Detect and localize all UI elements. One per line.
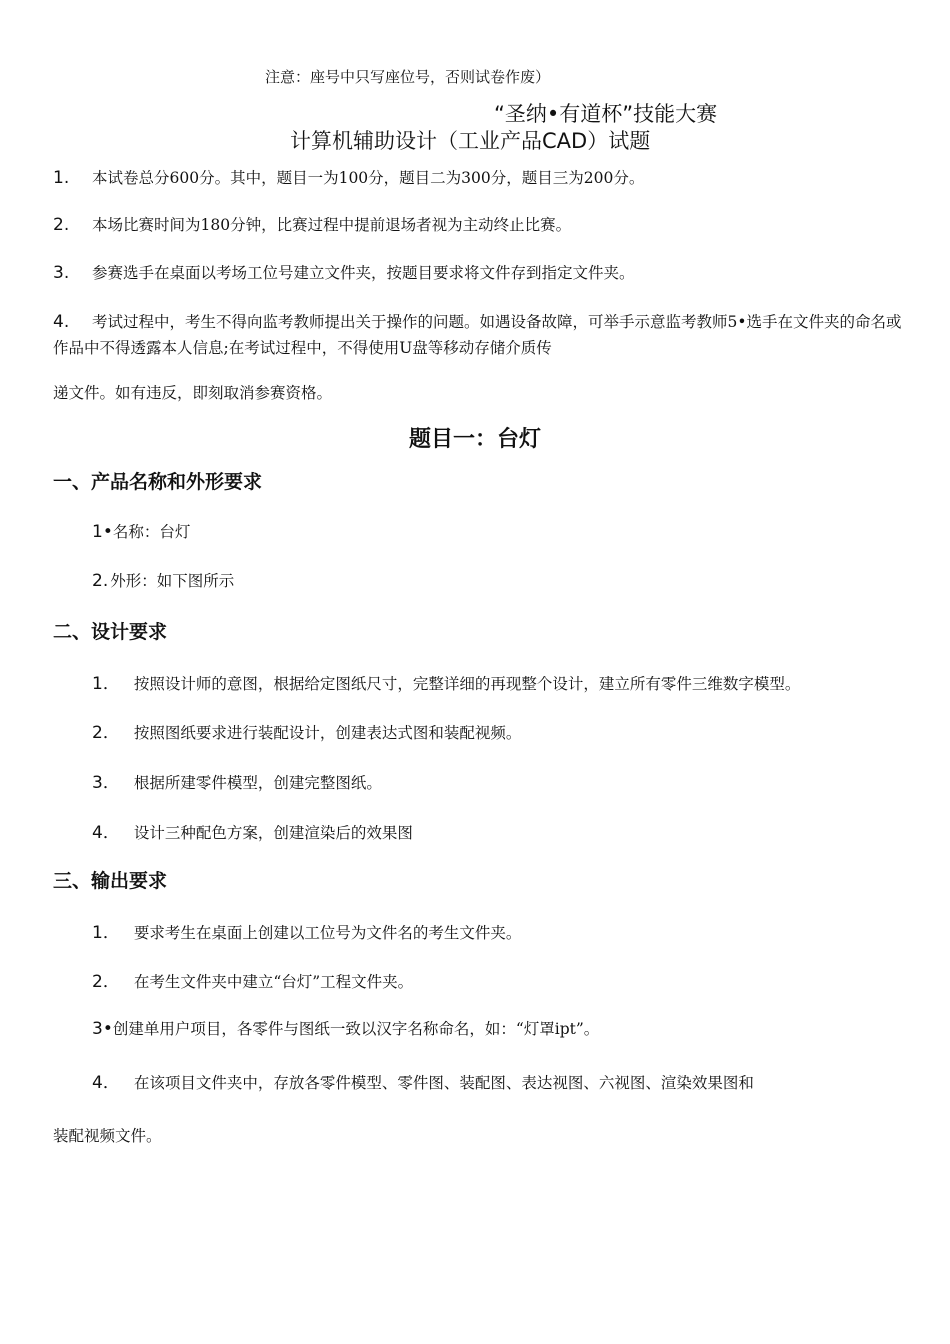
item-text: 按照图纸要求进行装配设计，创建表达式图和装配视频。 [133,724,522,742]
rule-item [53,213,571,235]
item-text: 在该项目文件夹中，存放各零件模型、零件图、装配图、表达视图、六视图、渲染效果图和 [133,1074,754,1092]
list-item [92,918,521,943]
rule-text: 本试卷总分600分。其中，题目一为100分，题目二为300分，题目三为200分。 [92,169,645,187]
item-text: 在考生文件夹中建立“台灯”工程文件夹。 [133,973,414,991]
item-number: 2． [92,972,120,992]
question-title: 题目一：台灯 [408,427,541,452]
section-heading: 二、设计要求 [53,621,168,643]
item-text: 创建单用户项目，各零件与图纸一致以汉字名称命名，如：“灯罩ipt”。 [112,1020,600,1038]
output-tail: 装配视频文件。 [53,1127,162,1145]
item-number: 1． [92,923,120,943]
rule-text: 考试过程中，考生不得向监考教师提出关于操作的问题。如遇设备故障，可举手示意监考教师5•选手在文件夹的命名或作品中不得透露本人信息;在考试过程中，不得使用U盘等移动存储介质传 [53,313,902,357]
rule-item [53,309,913,361]
list-item [92,718,521,743]
item-text: 设计三种配色方案，创建渲染后的效果图 [133,824,413,842]
exam-title: 计算机辅助设计（工业产品CAD）试题 [290,129,651,153]
item-number: 2. [92,571,109,591]
list-item [92,669,800,694]
item-text: 外形：如下图所示 [110,572,235,590]
list-item [92,520,190,542]
item-text: 名称：台灯 [112,523,191,541]
section-heading: 三、输出要求 [53,870,168,892]
list-item [92,1068,754,1093]
item-number: 4． [92,1073,120,1093]
contest-title: “圣纳•有道杯”技能大赛 [494,102,718,126]
rule-text: 参赛选手在桌面以考场工位号建立文件夹，按题目要求将文件存到指定文件夹。 [92,264,635,282]
rule-number: 4. [53,312,70,332]
item-number: 1• [92,522,113,542]
item-text: 按照设计师的意图，根据给定图纸尺寸，完整详细的再现整个设计，建立所有零件三维数字模型。 [133,675,801,693]
list-item [92,818,413,843]
item-text: 根据所建零件模型，创建完整图纸。 [133,774,382,792]
rule-number: 2. [53,215,70,235]
rule-text: 本场比赛时间为180分钟，比赛过程中提前退场者视为主动终止比赛。 [92,216,572,234]
rule-item [53,166,644,188]
list-item [92,1017,599,1039]
list-item [92,967,413,992]
rule-item [53,261,635,283]
rule-number: 3. [53,263,70,283]
item-number: 2． [92,723,120,743]
rule-number: 1. [53,168,70,188]
section-heading: 一、产品名称和外形要求 [53,471,263,493]
list-item [92,768,382,793]
item-number: 4． [92,823,120,843]
notice-line: 注意：座号中只写座位号，否则试卷作废） [265,68,551,86]
list-item [92,569,234,591]
item-number: 3• [92,1019,113,1039]
item-text: 要求考生在桌面上创建以工位号为文件名的考生文件夹。 [133,924,522,942]
item-number: 1． [92,674,120,694]
item-number: 3． [92,773,120,793]
rule-tail: 递文件。如有违反，即刻取消参赛资格。 [53,384,333,402]
